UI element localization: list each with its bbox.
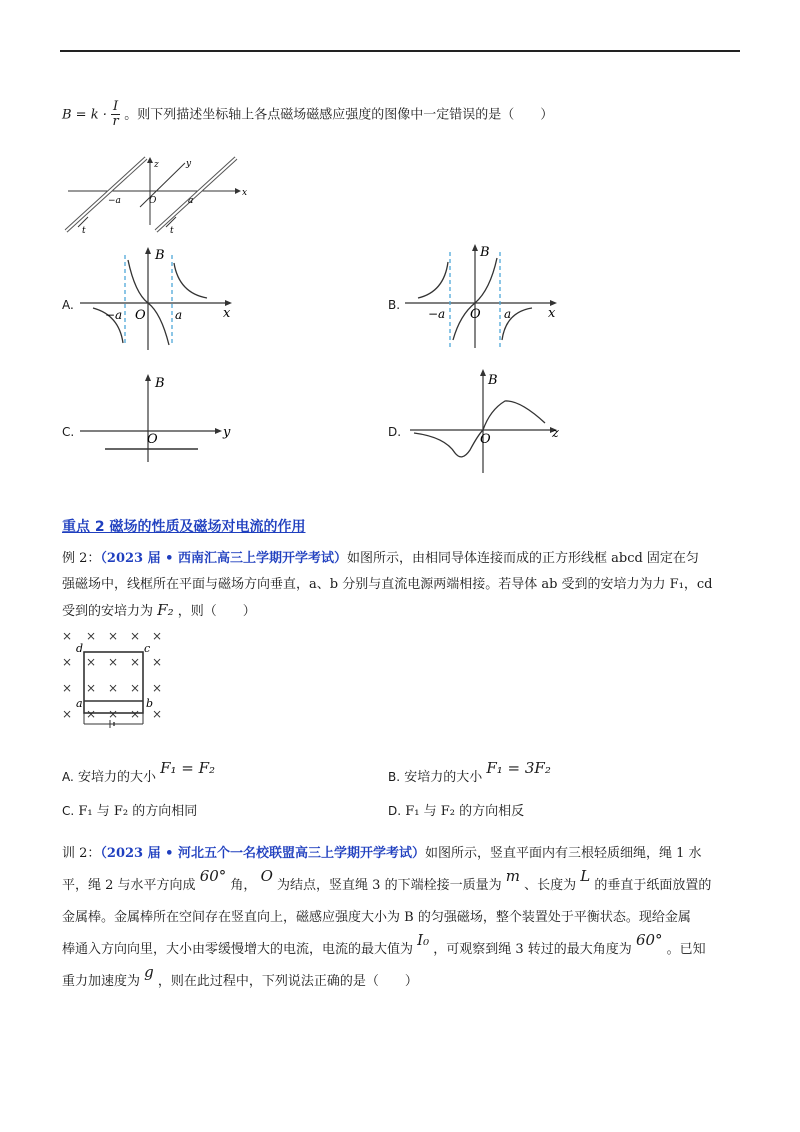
train2-l4-b: ，可观察到绳 3 转过的最大角度为 [433, 942, 632, 957]
ex2-option-c-text: F₁ 与 F₂ 的方向相同 [78, 804, 198, 819]
graph-a-a: a [175, 308, 183, 322]
ex2-f2-symbol: F₂ [157, 601, 174, 619]
train2-l2-L: L [580, 867, 591, 885]
ex2-option-a-math: F₁ = F₂ [160, 759, 216, 777]
curve-left [418, 262, 448, 298]
setup-neg-a-label: −a [108, 196, 121, 206]
ex2-option-c[interactable] [62, 800, 197, 819]
train2-l5-a: 重力加速度为 [62, 974, 141, 989]
cross-mark: × [152, 707, 163, 721]
label-a: a [76, 697, 83, 710]
option-b-graph [400, 240, 565, 350]
cross-mark: × [86, 681, 97, 695]
train2-l4-a: 棒通入方向向里，大小由零缓慢增大的电流，电流的最大值为 [62, 942, 414, 957]
train2-line5 [62, 963, 418, 989]
axis-arrow-v [472, 244, 478, 251]
ex2-option-d[interactable] [388, 800, 524, 819]
axis-arrow-v [145, 374, 151, 381]
q1-stem-text: 。则下列描述坐标轴上各点磁场磁感应强度的图像中一定错误的是（ ） [124, 107, 554, 123]
cross-mark: × [62, 681, 73, 695]
formula-fraction [111, 100, 120, 130]
cross-mark: × [62, 629, 73, 643]
ex2-line3 [62, 600, 256, 619]
header-rule [60, 50, 740, 52]
label-d: d [76, 642, 84, 655]
cross-mark: × [130, 629, 141, 643]
cross-mark: × [86, 655, 97, 669]
z-axis-arrow [147, 157, 153, 163]
square-frame-figure [58, 626, 173, 736]
cross-mark: × [152, 681, 163, 695]
cross-mark: × [130, 707, 141, 721]
cross-mark: × [130, 681, 141, 695]
wires-setup-figure [60, 155, 248, 236]
cross-mark: × [86, 707, 97, 721]
setup-x-label: x [242, 188, 248, 198]
y-axis-line [140, 163, 185, 207]
ex2-line3-pre: 受到的安培力为 [62, 604, 154, 619]
axis-arrow-v [145, 247, 151, 254]
axis-arrow-v [480, 369, 486, 376]
cross-mark: × [108, 655, 119, 669]
graph-b-xlabel: x [548, 306, 556, 321]
graph-c-xlabel: y [223, 425, 231, 440]
graph-a-neg-a: −a [105, 308, 123, 322]
train2-l2-angle: 60° [199, 867, 227, 885]
train2-l4-c: 。已知 [666, 942, 706, 957]
option-a-label[interactable]: A. [62, 298, 74, 312]
ex2-source: （2023 届 • 西南汇高三上学期开学考试） [100, 551, 347, 566]
ex2-option-a-letter: A. [62, 770, 74, 784]
train2-l2-o: O [260, 867, 273, 885]
ex2-line2: 强磁场中，线框所在平面与磁场方向垂直，a、b 分别与直流电源两端相接。若导体 ab 受到的安培力为力 F₁，cd [62, 577, 713, 592]
train2-l2-d: 、长度为 [524, 878, 577, 893]
x-axis-arrow [235, 188, 241, 194]
train2-l1-text: 如图所示，竖直平面内有三根轻质细绳，绳 1 水 [424, 846, 702, 861]
cross-mark: × [108, 629, 119, 643]
train2-line1 [62, 842, 702, 861]
ex2-prefix: 例 2： [62, 551, 101, 566]
graph-d-ylabel: B [488, 373, 498, 388]
section-2-heading: 重点 2 磁场的性质及磁场对电流的作用 [62, 519, 306, 535]
formula-numerator: I [113, 99, 119, 114]
graph-a-ylabel: B [155, 248, 165, 263]
option-d-label[interactable]: D. [388, 425, 402, 439]
ex2-option-d-letter: D. [388, 804, 402, 818]
ex2-option-a-text: 安培力的大小 [77, 770, 156, 785]
curve [414, 401, 545, 457]
cross-mark: × [108, 681, 119, 695]
graph-c-ylabel: B [155, 376, 165, 391]
train2-l5-b: ，则在此过程中，下列说法正确的是（ ） [157, 974, 418, 989]
ex2-option-a[interactable] [62, 759, 216, 785]
train2-l4-I: I₀ [417, 931, 430, 949]
train2-l2-c: 为结点，竖直绳 3 的下端栓接一质量为 [277, 878, 502, 893]
q1-stem [62, 100, 553, 130]
cross-mark: × [62, 655, 73, 669]
wire-right-inner [156, 158, 236, 231]
ex2-option-b-math: F₁ = 3F₂ [486, 759, 551, 777]
cross-mark: × [86, 629, 97, 643]
setup-t2-label: t [170, 226, 174, 236]
ex2-line1 [62, 547, 699, 566]
axis-arrow-h [215, 428, 222, 434]
graph-b-neg-a: −a [428, 307, 446, 321]
ex2-option-b[interactable] [388, 759, 551, 785]
curve-right [174, 263, 207, 298]
setup-z-label: z [154, 160, 159, 170]
cross-mark: × [152, 655, 163, 669]
train2-prefix: 训 2： [62, 846, 101, 861]
graph-d-xlabel: z [552, 426, 559, 441]
train2-l2-e: 的垂直于纸面放置的 [594, 878, 712, 893]
ex2-line3-post: ，则（ ） [177, 604, 256, 619]
setup-a-label: a [188, 196, 194, 206]
train2-line3: 金属棒。金属棒所在空间存在竖直向上，磁感应强度大小为 B 的匀强磁场，整个装置处于平衡状态。现给金属 [62, 910, 691, 925]
cross-mark: × [108, 707, 119, 721]
train2-l2-m: m [505, 867, 520, 885]
cross-mark: × [62, 707, 73, 721]
ex2-option-b-letter: B. [388, 770, 401, 784]
train2-l2-a: 平，绳 2 与水平方向成 [62, 878, 196, 893]
graph-b-a: a [504, 307, 512, 321]
option-c-label[interactable]: C. [62, 425, 75, 439]
ex2-option-b-text: 安培力的大小 [404, 770, 483, 785]
graph-c-origin: O [147, 432, 158, 447]
cross-mark: × [130, 655, 141, 669]
ex2-option-d-text: F₁ 与 F₂ 的方向相反 [405, 804, 525, 819]
train2-l4-angle: 60° [635, 931, 663, 949]
ex2-line1-text: 如图所示，由相同导体连接而成的正方形线框 abcd 固定在匀 [346, 551, 699, 566]
train2-line2 [62, 867, 712, 893]
train2-line4 [62, 931, 706, 957]
graph-a-origin: O [135, 308, 146, 323]
setup-o-label: O [149, 196, 157, 206]
label-c: c [144, 642, 151, 655]
train2-source: （2023 届 • 河北五个一名校联盟高三上学期开学考试） [100, 846, 425, 861]
train2-l5-g: g [144, 963, 154, 981]
formula-lhs: B = k · [62, 107, 107, 123]
graph-a-xlabel: x [223, 306, 231, 321]
graph-d-origin: O [480, 432, 491, 447]
train2-l2-b: 角， [230, 878, 257, 893]
option-d-graph [400, 365, 570, 475]
setup-t1-label: t [82, 226, 86, 236]
cross-mark: × [152, 629, 163, 643]
setup-y-label: y [186, 159, 192, 169]
graph-b-origin: O [470, 307, 481, 322]
graph-b-ylabel: B [480, 245, 490, 260]
option-c-graph [75, 370, 240, 465]
option-b-label[interactable]: B. [388, 298, 401, 312]
wire-left-inner [66, 158, 146, 231]
formula-denominator: r [112, 114, 119, 130]
label-b: b [146, 697, 154, 710]
ex2-option-c-letter: C. [62, 804, 75, 818]
option-a-graph [75, 245, 235, 350]
